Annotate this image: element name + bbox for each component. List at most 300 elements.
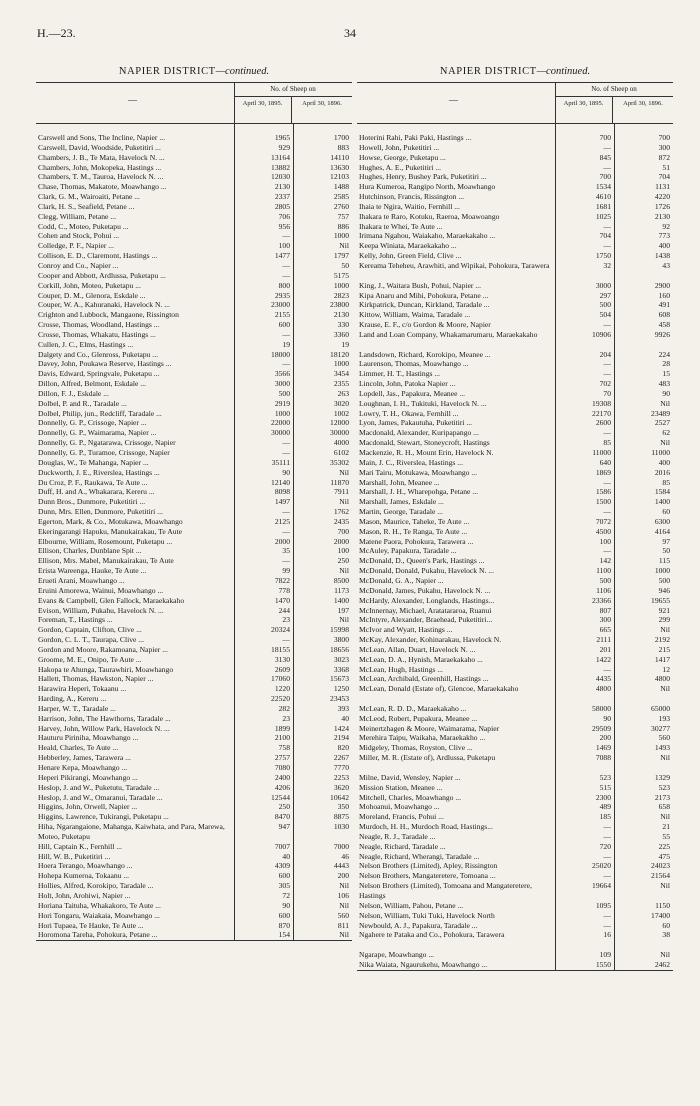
- sheep-1896: 1584: [654, 487, 670, 497]
- table-row: [36, 350, 352, 360]
- table-row: [357, 852, 673, 862]
- sheep-1895: 3130: [274, 654, 290, 664]
- owner-name: Hura Kumeroa, Rangipo North, Moawhango: [359, 182, 496, 192]
- sheep-1895: 2155: [274, 310, 290, 320]
- table-row: [36, 714, 352, 724]
- owner-name: Cohen and Stock, Pohui ...: [38, 231, 119, 241]
- table-row: [36, 409, 352, 419]
- owner-name: Ekeringarangi Hapuku, Manukairakau, Te Aute: [38, 526, 182, 536]
- sheep-1896: 224: [658, 349, 670, 359]
- owner-name: Ellison, Mrs. Mabel, Manukairakau, Te Aute: [38, 556, 174, 566]
- year-1895-header: April 30, 1895.: [234, 97, 292, 123]
- table-row: [357, 753, 673, 773]
- sheep-1895: 1500: [595, 497, 611, 507]
- sheep-1895: 297: [599, 290, 611, 300]
- table-row: [357, 645, 673, 655]
- sheep-1895: 35111: [271, 457, 290, 467]
- table-row: [36, 172, 352, 182]
- owner-name: Heslop, J. and W., Omaranui, Taradale ...: [38, 792, 163, 802]
- sheep-1895: 142: [599, 556, 611, 566]
- sheep-1896: 1000: [654, 566, 670, 576]
- table-row: [357, 222, 673, 232]
- sheep-1896: 811: [337, 920, 349, 930]
- table-row: [36, 684, 352, 694]
- sheep-1895: 870: [278, 920, 290, 930]
- table-row: [36, 743, 352, 753]
- sheep-1895: 704: [599, 231, 611, 241]
- owner-name: Chase, Thomas, Makatote, Moawhango ...: [38, 182, 167, 192]
- year-1896-header: April 30, 1896.: [623, 100, 663, 107]
- sheep-1895: 10906: [592, 329, 611, 339]
- owner-name: Mission Station, Meanee ...: [359, 782, 443, 792]
- sheep-1895: —: [603, 822, 611, 832]
- table-row: [36, 320, 352, 330]
- owner-name: Ihakara te Raro, Kotuku, Raeroa, Moawoango: [359, 211, 500, 221]
- sheep-1896: 97: [662, 536, 670, 546]
- sheep-1896: 160: [658, 290, 670, 300]
- owner-name: Howell, John, Puketitiri ...: [359, 142, 440, 152]
- sheep-1896: 1150: [655, 900, 670, 910]
- sheep-1895: —: [603, 546, 611, 556]
- sheep-1895: 25020: [592, 861, 611, 871]
- sheep-1895: 2609: [274, 664, 290, 674]
- owner-name: Hebberley, James, Tarawera ...: [38, 753, 131, 763]
- sheep-1895: 947: [278, 822, 290, 832]
- table-row: [357, 911, 673, 921]
- sheep-1896: 1400: [654, 497, 670, 507]
- table-row: [36, 852, 352, 862]
- owner-name: Henare Kepa, Moawhango ...: [38, 763, 128, 772]
- owner-name: Laurenson, Thomas, Moawhango ...: [359, 359, 469, 369]
- table-row: [36, 291, 352, 301]
- sheep-1895: 13882: [271, 162, 290, 172]
- owner-name: McLean, Donald (Estate of), Glencoe, Maraekakaho: [359, 684, 519, 694]
- table-row: [36, 694, 352, 704]
- sheep-1896: 2435: [333, 516, 349, 526]
- owner-name: Crosse, Thomas, Woodland, Hastings ...: [38, 320, 160, 330]
- sheep-1896: 1000: [333, 280, 349, 290]
- table-row: [357, 556, 673, 566]
- owner-name: Dalgety and Co., Glenross, Puketapu ...: [38, 349, 159, 359]
- table-row: [36, 753, 352, 763]
- sheep-1896: 30277: [651, 723, 670, 733]
- sheep-1895: 700: [599, 133, 611, 142]
- sheep-1895: 4500: [595, 526, 611, 536]
- sheep-count-header: [555, 83, 673, 123]
- table-row: [36, 497, 352, 507]
- table-row: [36, 586, 352, 596]
- sheep-1895: 1000: [274, 408, 290, 418]
- sheep-1896: 1424: [333, 723, 349, 733]
- table-row: [36, 635, 352, 645]
- table-row: [36, 537, 352, 547]
- sheep-1895: —: [282, 438, 290, 448]
- owner-name: Clegg, William, Petane ...: [38, 211, 117, 221]
- sheep-1896: 1488: [333, 182, 349, 192]
- sheep-1895: 23: [282, 713, 290, 723]
- sheep-1896: 19655: [651, 595, 670, 605]
- owner-name: Hollies, Alfred, Korokipo, Taradale ...: [38, 881, 154, 891]
- sheep-1895: 29509: [592, 723, 611, 733]
- table-row: [357, 773, 673, 783]
- sheep-1895: 500: [599, 300, 611, 310]
- sheep-1896: Nil: [339, 881, 349, 891]
- owner-name: Milne, David, Wensley, Napier ...: [359, 772, 461, 782]
- sheep-count-group-label: No. of Sheep on: [234, 83, 352, 97]
- table-row: [36, 812, 352, 822]
- owner-name: Dillon, F. J., Eskdale ...: [38, 388, 109, 398]
- sheep-1896: Nil: [339, 900, 349, 910]
- table-row: [357, 793, 673, 803]
- sheep-1895: 3566: [274, 369, 290, 379]
- owner-name: Hiha, Ngarangaione, Mahanga, Kaiwhata, and Para, Marewa, Moteo, Puketapu: [38, 822, 225, 841]
- sheep-1895: 100: [278, 241, 290, 251]
- owner-name: Codd, C., Moteo, Puketapu ...: [38, 221, 129, 231]
- table-row: [357, 350, 673, 360]
- sheep-1895: 700: [599, 172, 611, 182]
- table-row: [36, 802, 352, 812]
- sheep-1896: 820: [337, 743, 349, 753]
- sheep-1896: 2016: [654, 467, 670, 477]
- owner-name: Nelson, William, Tuki Tuki, Havelock North: [359, 910, 495, 920]
- sheep-1896: 883: [337, 142, 349, 152]
- table-row: [357, 546, 673, 556]
- owner-name: Mason, Maurice, Taheke, Te Aute ...: [359, 516, 470, 526]
- table-row: [357, 261, 673, 281]
- sheep-1896: 2173: [654, 792, 670, 802]
- sheep-1896: 400: [658, 241, 670, 251]
- owner-name: Gordon, C. L. T., Taurapa, Clive ...: [38, 635, 144, 645]
- sheep-1895: 109: [599, 950, 611, 960]
- owner-name: McDonald, G. A., Napier ...: [359, 575, 444, 585]
- owner-name: Ihakara te Whei, Te Aute ...: [359, 221, 443, 231]
- owner-name: McDonald, Donald, Pukahu, Havelock N. ...: [359, 566, 494, 576]
- name-column-header: —: [357, 83, 556, 123]
- owner-name: Harrison, John, The Hawthorns, Taradale ...: [38, 713, 171, 723]
- sheep-1895: —: [603, 910, 611, 920]
- sheep-1895: 600: [278, 910, 290, 920]
- sheep-1896: 483: [658, 379, 670, 389]
- owner-name: Carswell, David, Woodside, Puketitiri ...: [38, 142, 161, 152]
- sheep-1896: Nil: [660, 753, 670, 763]
- table-row: [36, 527, 352, 537]
- sheep-1895: 100: [599, 536, 611, 546]
- table-row: [36, 704, 352, 714]
- table-row: [36, 773, 352, 783]
- owner-name: Loughnan, I. H., Tukituki, Havelock N. ...: [359, 398, 487, 408]
- sheep-1895: 500: [278, 388, 290, 398]
- sheep-1896: 2192: [654, 635, 670, 645]
- sheep-1896: Nil: [660, 950, 670, 960]
- table-row: [357, 487, 673, 497]
- sheep-1896: 6102: [333, 448, 349, 457]
- owner-name: Evison, William, Pukahu, Havelock N. ...: [38, 605, 164, 615]
- sheep-1895: 1106: [596, 585, 611, 595]
- sheep-1895: 70: [603, 388, 611, 398]
- sheep-1896: Nil: [339, 241, 349, 251]
- sheep-1895: 2000: [274, 536, 290, 546]
- sheep-1895: 305: [278, 881, 290, 891]
- table-row: [357, 409, 673, 419]
- sheep-1896: 15: [662, 369, 670, 379]
- owner-name: Erista Wareenga, Hauke, Te Aute ...: [38, 566, 147, 576]
- sheep-1896: 11870: [330, 477, 349, 487]
- owner-name: Hutchinson, Francis, Rissington ...: [359, 192, 465, 202]
- owner-name: Neagle, Richard, Wherangi, Taradale ...: [359, 851, 480, 861]
- owner-name: Kittow, William, Waima, Taradale ...: [359, 310, 471, 320]
- sheep-1896: 946: [658, 585, 670, 595]
- sheep-1895: 18155: [271, 644, 290, 654]
- table-row: [357, 724, 673, 734]
- sheep-1895: 515: [599, 782, 611, 792]
- sheep-1895: 19: [282, 339, 290, 349]
- owner-name: Erueti Arani, Moawhango ...: [38, 575, 125, 585]
- sheep-1895: —: [282, 556, 290, 566]
- sheep-1896: 1329: [654, 772, 670, 782]
- sheep-1896: 700: [337, 526, 349, 536]
- sheep-1896: 3360: [333, 329, 349, 339]
- table-row: [36, 448, 352, 458]
- owner-name: Dolbel, Philip, jun., Redcliff, Taradale ...: [38, 408, 162, 418]
- sheep-1896: 2462: [654, 959, 670, 969]
- sheep-1895: 1534: [595, 182, 611, 192]
- sheep-1895: —: [282, 231, 290, 241]
- sheep-1896: 23489: [651, 408, 670, 418]
- owner-name: Clark, G. M., Wairoaiti, Petane ...: [38, 192, 140, 202]
- sheep-1896: Nil: [660, 625, 670, 635]
- sheep-1896: 1030: [333, 822, 349, 832]
- sheep-1896: 60: [662, 920, 670, 930]
- sheep-1895: 85: [603, 438, 611, 448]
- table-row: [36, 665, 352, 675]
- table-row: [357, 251, 673, 261]
- table-row: [357, 468, 673, 478]
- table-row: [36, 310, 352, 320]
- owner-name: Nelson Brothers (Limited), Tomoana and Mangateretere, Hastings: [359, 881, 532, 900]
- sheep-1896: 50: [662, 546, 670, 556]
- owner-name: Landsdown, Richard, Korokipo, Meanee ...: [359, 349, 491, 359]
- owner-name: McAuley, Papakura, Taradale ...: [359, 546, 457, 556]
- table-row: [357, 291, 673, 301]
- sheep-1896: 757: [337, 211, 349, 221]
- owner-name: Macdonald, Stewart, Stoneycroft, Hastings: [359, 438, 490, 448]
- sheep-1896: 50: [341, 260, 349, 270]
- sheep-1896: 197: [337, 605, 349, 615]
- owner-name: Howse, George, Puketapu ...: [359, 152, 446, 162]
- table-row: [357, 684, 673, 704]
- owner-name: Higgins, Lawrence, Tukirangi, Puketapu ...: [38, 812, 169, 822]
- sheep-1895: —: [282, 359, 290, 369]
- table-row: [357, 655, 673, 665]
- sheep-1895: 2337: [274, 192, 290, 202]
- owner-name: Macdonald, Alexander, Kuripapango ...: [359, 428, 479, 438]
- table-row: [357, 507, 673, 517]
- owner-name: Lowry, T. H., Okawa, Fernhill ...: [359, 408, 459, 418]
- table-row: [357, 143, 673, 153]
- report-reference: H.—23.: [37, 26, 76, 40]
- sheep-1895: —: [603, 369, 611, 379]
- owner-name: Colledge, P. F., Napier ...: [38, 241, 114, 251]
- sheep-1896: 1173: [334, 585, 349, 595]
- owner-name: Hallett, Thomas, Hawkston, Napier ...: [38, 674, 154, 684]
- sheep-1895: —: [603, 507, 611, 517]
- owner-name: Lyon, James, Pakautuha, Puketitiri ...: [359, 418, 473, 428]
- sheep-1896: 1700: [333, 133, 349, 142]
- sheep-1896: 886: [337, 221, 349, 231]
- owner-name: Gordon, Captain, Clifton, Clive ...: [38, 625, 142, 635]
- owner-name: Mason, R. H., Te Ranga, Te Aute ...: [359, 526, 468, 536]
- table-row: [36, 793, 352, 803]
- sheep-1895: 32: [603, 260, 611, 270]
- sheep-1895: —: [282, 270, 290, 280]
- table-row: [36, 881, 352, 891]
- table-row: [36, 921, 352, 931]
- owner-name: Marshall, James, Eskdale ...: [359, 497, 444, 507]
- sheep-1895: —: [603, 142, 611, 152]
- table-row: [36, 359, 352, 369]
- table-row: [36, 546, 352, 556]
- sheep-1895: —: [282, 635, 290, 645]
- owner-name: Ngahere te Pataka and Co., Pohokura, Tarawera: [359, 930, 505, 940]
- year-1896-header: April 30, 1896.: [302, 100, 342, 107]
- table-row: [357, 960, 673, 970]
- sheep-1895: 90: [282, 900, 290, 910]
- owner-name: Chambers, John, Mokopeka, Hastings ...: [38, 162, 162, 172]
- table-row: [36, 202, 352, 212]
- sheep-1896: 65000: [651, 703, 670, 713]
- sheep-1895: 35: [282, 546, 290, 556]
- table-row: [357, 596, 673, 606]
- sheep-1895: 845: [599, 152, 611, 162]
- sheep-1896: 250: [337, 556, 349, 566]
- table-row: [357, 202, 673, 212]
- table-row: [36, 330, 352, 340]
- sheep-1895: —: [282, 526, 290, 536]
- table-row: [357, 743, 673, 753]
- sheep-1896: 225: [658, 841, 670, 851]
- owner-name: Kirkpatrick, Duncan, Kirkland, Taradale ...: [359, 300, 490, 310]
- sheep-1895: —: [603, 221, 611, 231]
- sheep-1896: 2253: [333, 772, 349, 782]
- sheep-1896: 90: [662, 388, 670, 398]
- sheep-1896: 85: [662, 477, 670, 487]
- sheep-1896: 4443: [333, 861, 349, 871]
- owner-name: Donnelly, G. P., Crissoge, Napier ...: [38, 418, 147, 428]
- sheep-1895: 72: [282, 890, 290, 900]
- sheep-1896: 1726: [654, 201, 670, 211]
- owner-name: Lincoln, John, Patoka Napier ...: [359, 379, 456, 389]
- table-row: [357, 172, 673, 182]
- sheep-1895: 956: [278, 221, 290, 231]
- owner-name: Lopdell, Jas., Papakura, Meanee ...: [359, 388, 466, 398]
- table-row: [357, 458, 673, 468]
- sheep-1896: 3020: [333, 398, 349, 408]
- table-row: [36, 487, 352, 497]
- table-row: [357, 921, 673, 931]
- owner-name: Carswell and Sons, The Incline, Napier ...: [38, 133, 166, 142]
- table-row: [36, 645, 352, 655]
- sheep-1895: 2100: [274, 733, 290, 743]
- sheep-1895: 4800: [595, 684, 611, 694]
- table-row: [36, 340, 352, 350]
- table-row: [36, 822, 352, 842]
- sheep-1895: 4309: [274, 861, 290, 871]
- sheep-1895: 600: [278, 871, 290, 881]
- sheep-1896: 60: [662, 507, 670, 517]
- sheep-1895: 300: [599, 615, 611, 625]
- sheep-1895: 204: [599, 349, 611, 359]
- table-row: [357, 950, 673, 960]
- sheep-1895: 1422: [595, 654, 611, 664]
- owner-name: Hughes, Henry, Bushey Park, Puketitiri ...: [359, 172, 487, 182]
- sheep-1895: 2111: [596, 635, 611, 645]
- table-row: [36, 861, 352, 871]
- sheep-1895: —: [603, 359, 611, 369]
- owner-name: Groome, M. E., Onipo, Te Aute ...: [38, 654, 142, 664]
- sheep-1895: 201: [599, 644, 611, 654]
- sheep-1895: —: [603, 831, 611, 841]
- table-row: [357, 576, 673, 586]
- year-1895-header: April 30, 1895.: [555, 97, 613, 123]
- sheep-1896: 458: [658, 320, 670, 330]
- sheep-1896: 1000: [333, 359, 349, 369]
- sheep-1896: 4164: [654, 526, 670, 536]
- table-row: [36, 212, 352, 222]
- owner-name: Hakopa te Ahunga, Taurawhiri, Moawhango: [38, 664, 174, 674]
- owner-name: Meinertzhagen & Moore, Waimarama, Napier: [359, 723, 500, 733]
- owner-name: Krause, E. F., c/o Gordon & Moore, Napier: [359, 320, 491, 330]
- sheep-1895: 702: [599, 379, 611, 389]
- owner-name: Limmer, H. T., Hastings ...: [359, 369, 441, 379]
- table-row: [36, 182, 352, 192]
- table-row: [36, 428, 352, 438]
- table-row: [357, 861, 673, 871]
- owner-name: Dolbel, P. and R., Taradale ...: [38, 398, 127, 408]
- sheep-1896: 5175: [333, 270, 349, 280]
- table-row: [357, 606, 673, 616]
- owner-name: Newbould, A. J., Papakura, Taradale ...: [359, 920, 478, 930]
- table-row: [357, 448, 673, 458]
- owner-name: Murdoch, H. H., Murdoch Road, Hastings...: [359, 822, 493, 832]
- sheep-1895: 1899: [274, 723, 290, 733]
- table-row: [357, 537, 673, 547]
- sheep-1895: 929: [278, 142, 290, 152]
- table-row: [357, 714, 673, 724]
- sheep-1896: 9926: [654, 329, 670, 339]
- owner-name: McLean, Archibald, Greenhill, Hastings ...: [359, 674, 489, 684]
- table-row: [357, 930, 673, 950]
- owner-name: Chambers, T. M., Tauroa, Havelock N. ...: [38, 172, 164, 182]
- sheep-1895: 12030: [271, 172, 290, 182]
- sheep-1895: 23366: [592, 595, 611, 605]
- sheep-1895: 8098: [274, 487, 290, 497]
- owner-name: Clark, H. S., Seafield, Petane ...: [38, 201, 135, 211]
- sheep-1896: 700: [658, 133, 670, 142]
- sheep-1896: 11000: [651, 448, 670, 457]
- table-row: [357, 153, 673, 163]
- owner-name: Matene Paora, Pohokura, Tarawera ...: [359, 536, 474, 546]
- sheep-1896: 523: [658, 782, 670, 792]
- sheep-1896: 921: [658, 605, 670, 615]
- sheep-count-header: [234, 83, 352, 123]
- sheep-1896: 21: [662, 822, 670, 832]
- sheep-1896: 14110: [330, 152, 349, 162]
- sheep-1896: 8875: [333, 812, 349, 822]
- table-row: [357, 812, 673, 822]
- sheep-1896: 15998: [330, 625, 349, 635]
- owner-name: Collison, E. D., Claremont, Hastings ...: [38, 251, 158, 261]
- table-row: [357, 625, 673, 635]
